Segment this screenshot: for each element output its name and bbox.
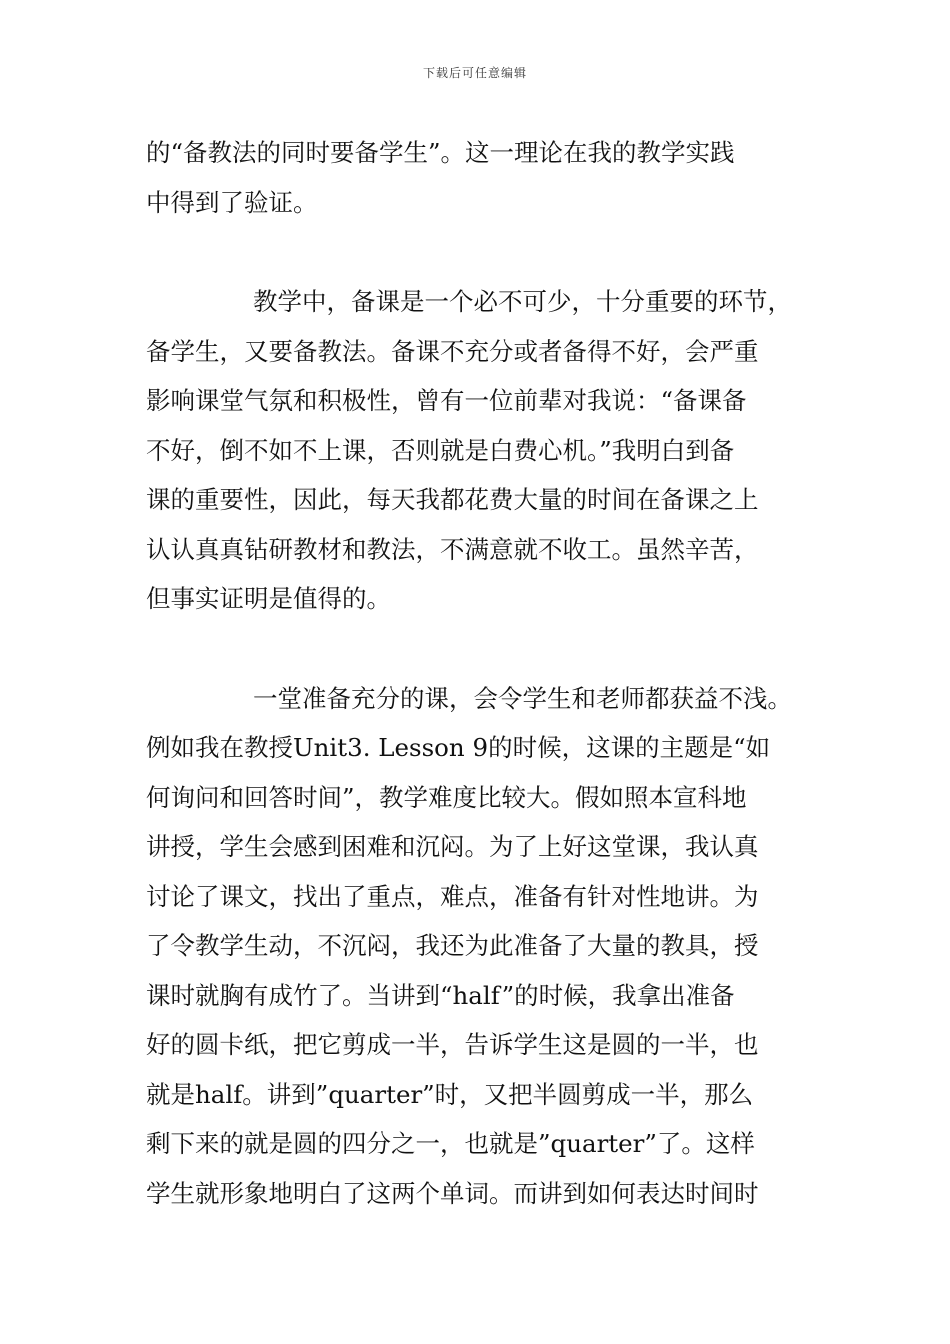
text-line: 但事实证明是值得的。	[146, 584, 391, 613]
text-line: 课时就胸有成竹了。当讲到“half”的时候，我拿出准备	[146, 980, 735, 1010]
text-line: 中得到了验证。	[146, 187, 318, 217]
text-line: 剩下来的就是圆的四分之一，也就是”quarter”了。这样	[146, 1129, 755, 1158]
text-line: 好的圆卡纸，把它剪成一半，告诉学生这是圆的一半，也	[146, 1030, 759, 1059]
page-header: 下载后可任意编辑	[422, 66, 527, 80]
text-line: 讲授，学生会感到困难和沉闷。为了上好这堂课，我认真	[146, 832, 759, 861]
text-line-indented: 教学中，备课是一个必不可少，十分重要的环节，	[253, 287, 792, 316]
text-line: 课的重要性，因此，每天我都花费大量的时间在备课之上	[146, 485, 759, 514]
paragraph-gap	[146, 624, 836, 674]
text-line-indented: 一堂准备充分的课，会令学生和老师都获益不浅。	[253, 683, 792, 713]
text-line: 讨论了课文，找出了重点，难点，准备有针对性地讲。为	[146, 881, 759, 911]
text-line: 不好，倒不如不上课，否则就是白费心机。”我明白到备	[146, 435, 735, 465]
paragraph-3	[146, 674, 836, 1219]
paragraph-gap	[146, 227, 836, 277]
text-line: 就是half。讲到”quarter”时，又把半圆剪成一半，那么	[146, 1079, 754, 1109]
text-line: 影响课堂气氛和积极性，曾有一位前辈对我说：“备课备	[146, 386, 747, 415]
document-body	[146, 128, 836, 1218]
text-line: 了令教学生动，不沉闷，我还为此准备了大量的教具，授	[146, 931, 759, 960]
text-line: 备学生，又要备教法。备课不充分或者备得不好，会严重	[146, 336, 759, 366]
text-line: 认认真真钻研教材和教法，不满意就不收工。虽然辛苦，	[146, 534, 759, 564]
text-line: 的“备教法的同时要备学生”。这一理论在我的教学实践	[146, 138, 735, 167]
paragraph-1	[146, 128, 836, 227]
text-line: 学生就形象地明白了这两个单词。而讲到如何表达时间时	[146, 1178, 759, 1208]
paragraph-2	[146, 277, 836, 624]
text-line: 何询问和回答时间”，教学难度比较大。假如照本宣科地	[146, 782, 747, 812]
text-line: 例如我在教授Unit3. Lesson 9的时候，这课的主题是“如	[146, 733, 771, 762]
